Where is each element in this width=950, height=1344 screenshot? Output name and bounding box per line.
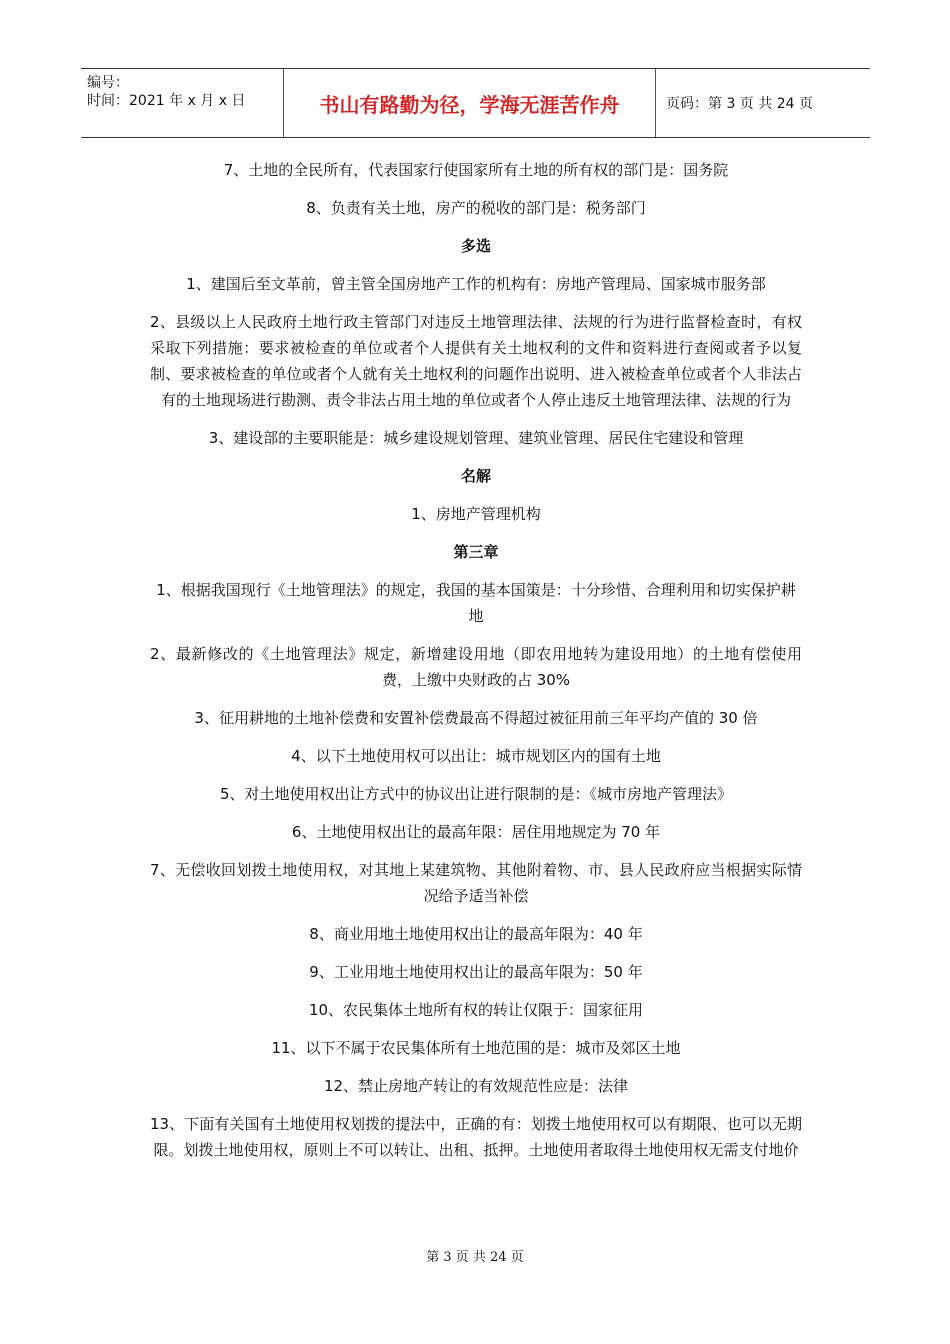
question-paragraph: 7、无偿收回划拨土地使用权，对其地上某建筑物、其他附着物、市、县人民政府应当根据实际情况给予适当补偿 — [150, 861, 802, 905]
question-paragraph: 7、土地的全民所有，代表国家行使国家所有土地的所有权的部门是：国务院 — [223, 161, 729, 179]
question-paragraph: 13、下面有关国有土地使用权划拨的提法中，正确的有：划拨土地使用权可以有期限、也可以无期限。划拨土地使用权，原则上不可以转让、出租、抵押。土地使用者取得土地使用权无需支付地价 — [150, 1115, 802, 1159]
question-paragraph: 8、商业用地土地使用权出让的最高年限为：40 年 — [309, 925, 643, 943]
question-paragraph: 2、最新修改的《土地管理法》规定，新增建设用地（即农用地转为建设用地）的土地有偿使用费，上缴中央财政的占 30% — [150, 645, 802, 689]
question-paragraph: 2、县级以上人民政府土地行政主管部门对违反土地管理法律、法规的行为进行监督检查时，有权采取下列措施：要求被检查的单位或者个人提供有关土地权利的文件和资料进行查阅或者予以复制、要求被检查的单位或者个人就有关土地权利的问题作出说明、进入被检查单位或者个人非法占有的土地现场进行勘测、责令非法占用土地的单位或者个人停止违反土地管理法律、法规的行为 — [150, 313, 802, 409]
section-heading: 多选 — [460, 237, 491, 255]
page-header — [81, 68, 870, 138]
document-body — [150, 157, 802, 1175]
page-footer: 第 3 页 共 24 页 — [426, 1250, 524, 1265]
question-paragraph: 4、以下土地使用权可以出让：城市规划区内的国有土地 — [291, 747, 661, 765]
document-date: 时间：2021 年 x 月 x 日 — [87, 93, 246, 109]
question-paragraph: 6、土地使用权出让的最高年限：居住用地规定为 70 年 — [291, 823, 661, 841]
question-paragraph: 3、建设部的主要职能是：城乡建设规划管理、建筑业管理、居民住宅建设和管理 — [208, 429, 744, 447]
header-page-info: 页码：第 3 页 共 24 页 — [666, 96, 813, 112]
header-meta — [81, 69, 283, 137]
header-motto: 书山有路勤为径，学海无涯苦作舟 — [283, 69, 656, 137]
question-paragraph: 1、根据我国现行《土地管理法》的规定，我国的基本国策是：十分珍惜、合理利用和切实保护耕地 — [156, 581, 796, 625]
question-paragraph: 8、负责有关土地，房产的税收的部门是：税务部门 — [306, 199, 646, 217]
question-paragraph: 11、以下不属于农民集体所有土地范围的是：城市及郊区土地 — [271, 1039, 681, 1057]
question-paragraph: 1、房地产管理机构 — [411, 505, 541, 523]
question-paragraph: 1、建国后至文革前，曾主管全国房地产工作的机构有：房地产管理局、国家城市服务部 — [186, 275, 766, 293]
question-paragraph: 3、征用耕地的土地补偿费和安置补偿费最高不得超过被征用前三年平均产值的 30 倍 — [194, 709, 758, 727]
question-paragraph: 9、工业用地土地使用权出让的最高年限为：50 年 — [309, 963, 643, 981]
question-paragraph: 5、对土地使用权出让方式中的协议出让进行限制的是：《城市房地产管理法》 — [219, 785, 733, 803]
question-paragraph: 10、农民集体土地所有权的转让仅限于：国家征用 — [308, 1001, 644, 1019]
question-paragraph: 12、禁止房地产转让的有效规范性应是：法律 — [323, 1077, 629, 1095]
section-heading: 名解 — [460, 467, 491, 485]
section-heading: 第三章 — [453, 543, 499, 561]
document-number: 编号： — [87, 75, 129, 91]
